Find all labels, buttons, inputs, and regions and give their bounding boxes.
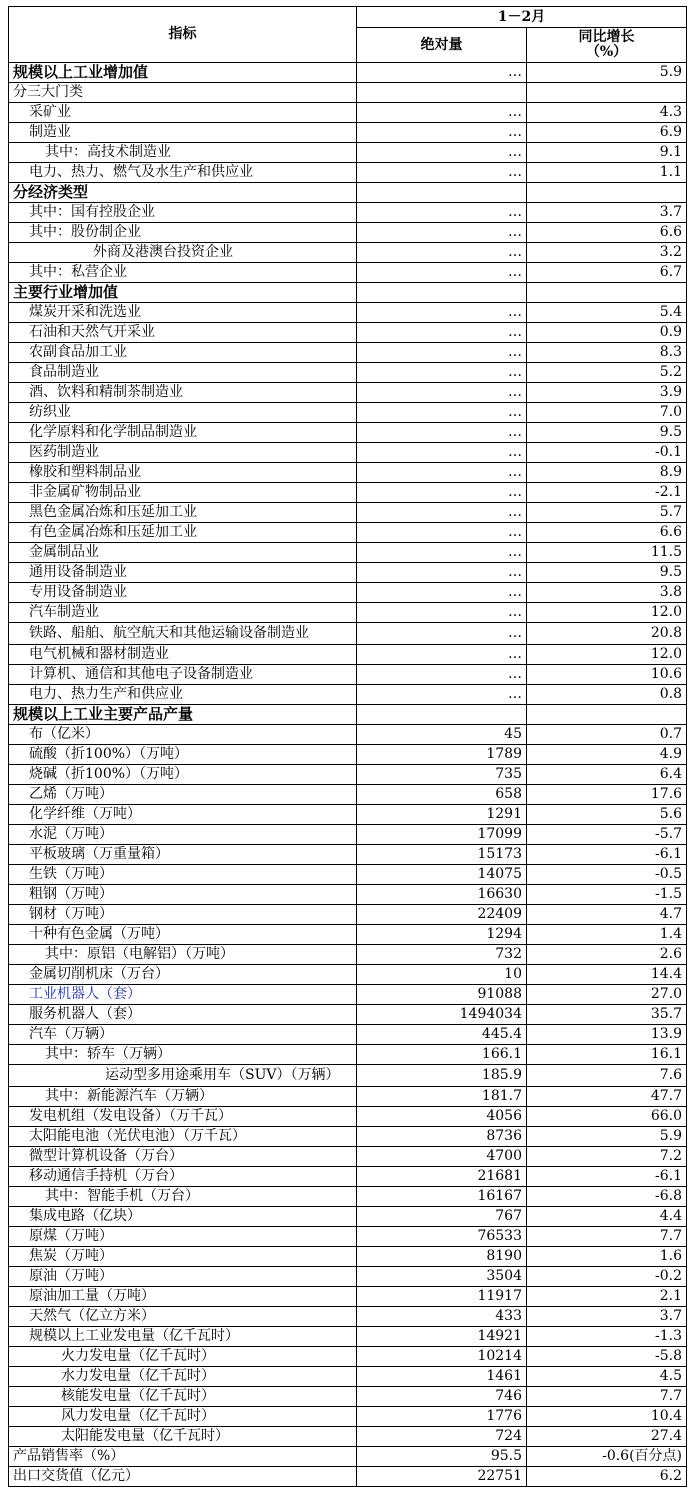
row-absolute: 17099 <box>357 825 527 845</box>
row-label: 金属切削机床（万台） <box>9 965 357 985</box>
table-row <box>9 483 687 503</box>
row-label: 医药制造业 <box>9 443 357 463</box>
row-yoy: -6.8 <box>527 1187 687 1207</box>
table-row <box>9 1427 687 1447</box>
header-yoy-line1: 同比增长 <box>578 29 635 45</box>
row-label: 烧碱（折100%）（万吨） <box>9 765 357 785</box>
row-label: 金属制品业 <box>9 543 357 563</box>
row-yoy: -0.1 <box>527 443 687 463</box>
row-label: 其中：高技术制造业 <box>9 143 357 163</box>
row-absolute: … <box>357 443 527 463</box>
row-label: 太阳能发电量（亿千瓦时） <box>9 1427 357 1447</box>
row-yoy <box>527 705 687 725</box>
table-row <box>9 603 687 623</box>
table-row <box>9 1227 687 1247</box>
row-label: 规模以上工业主要产品产量 <box>9 705 357 725</box>
row-absolute: 181.7 <box>357 1087 527 1107</box>
row-label: 火力发电量（亿千瓦时） <box>9 1347 357 1367</box>
table-row <box>9 1247 687 1267</box>
row-yoy: 10.4 <box>527 1407 687 1427</box>
table-row <box>9 463 687 483</box>
row-yoy: 10.6 <box>527 665 687 685</box>
table-row <box>9 523 687 543</box>
row-yoy: 3.7 <box>527 203 687 223</box>
row-label: 电气机械和器材制造业 <box>9 645 357 665</box>
row-absolute: 45 <box>357 725 527 745</box>
table-row <box>9 825 687 845</box>
row-label: 汽车（万辆） <box>9 1025 357 1045</box>
row-absolute: … <box>357 503 527 523</box>
row-absolute: 185.9 <box>357 1065 527 1087</box>
table-row <box>9 423 687 443</box>
row-label: 铁路、船舶、航空航天和其他运输设备制造业 <box>9 623 357 645</box>
row-yoy: -1.3 <box>527 1327 687 1347</box>
row-label: 外商及港澳台投资企业 <box>9 243 357 263</box>
row-yoy: 4.3 <box>527 103 687 123</box>
table-row <box>9 383 687 403</box>
table-row <box>9 283 687 303</box>
table-row <box>9 223 687 243</box>
row-absolute: 10 <box>357 965 527 985</box>
row-absolute: 767 <box>357 1207 527 1227</box>
row-yoy: 5.6 <box>527 805 687 825</box>
table-row <box>9 925 687 945</box>
row-label: 分经济类型 <box>9 183 357 203</box>
row-yoy: 5.9 <box>527 1127 687 1147</box>
row-yoy: 4.5 <box>527 1367 687 1387</box>
row-yoy: 14.4 <box>527 965 687 985</box>
table-row <box>9 1065 687 1087</box>
row-yoy: 6.7 <box>527 263 687 283</box>
row-label: 核能发电量（亿千瓦时） <box>9 1387 357 1407</box>
row-yoy: 1.4 <box>527 925 687 945</box>
row-absolute: 4056 <box>357 1107 527 1127</box>
row-label: 产品销售率（%） <box>9 1447 357 1467</box>
row-yoy: 6.4 <box>527 765 687 785</box>
row-label: 黑色金属冶炼和压延加工业 <box>9 503 357 523</box>
row-yoy: -6.1 <box>527 845 687 865</box>
row-yoy: 4.4 <box>527 1207 687 1227</box>
row-label: 平板玻璃（万重量箱） <box>9 845 357 865</box>
row-absolute: 3504 <box>357 1267 527 1287</box>
row-label: 移动通信手持机（万台） <box>9 1167 357 1187</box>
row-absolute: … <box>357 423 527 443</box>
row-yoy <box>527 183 687 203</box>
row-label: 规模以上工业发电量（亿千瓦时） <box>9 1327 357 1347</box>
row-label: 电力、热力、燃气及水生产和供应业 <box>9 163 357 183</box>
table-row <box>9 805 687 825</box>
row-label: 化学纤维（万吨） <box>9 805 357 825</box>
row-label: 食品制造业 <box>9 363 357 383</box>
row-absolute: … <box>357 583 527 603</box>
row-label: 纺织业 <box>9 403 357 423</box>
row-yoy: 5.2 <box>527 363 687 383</box>
table-row <box>9 583 687 603</box>
row-absolute: 1494034 <box>357 1005 527 1025</box>
row-absolute: … <box>357 203 527 223</box>
row-yoy: 7.6 <box>527 1065 687 1087</box>
table-row <box>9 1167 687 1187</box>
row-label: 运动型多用途乘用车（SUV）（万辆） <box>9 1065 357 1087</box>
row-yoy: 5.9 <box>527 63 687 83</box>
row-label: 风力发电量（亿千瓦时） <box>9 1407 357 1427</box>
row-label: 计算机、通信和其他电子设备制造业 <box>9 665 357 685</box>
table-row <box>9 1207 687 1227</box>
row-absolute: … <box>357 603 527 623</box>
row-absolute: 732 <box>357 945 527 965</box>
row-absolute: 166.1 <box>357 1045 527 1065</box>
table-row <box>9 1287 687 1307</box>
row-yoy: 11.5 <box>527 543 687 563</box>
row-label: 工业机器人（套） <box>9 985 357 1005</box>
row-yoy: 5.7 <box>527 503 687 523</box>
row-label: 主要行业增加值 <box>9 283 357 303</box>
row-absolute <box>357 183 527 203</box>
row-yoy <box>527 83 687 103</box>
row-label: 通用设备制造业 <box>9 563 357 583</box>
row-yoy: -2.1 <box>527 483 687 503</box>
table-row <box>9 1267 687 1287</box>
table-row <box>9 203 687 223</box>
row-label: 石油和天然气开采业 <box>9 323 357 343</box>
row-absolute: … <box>357 483 527 503</box>
row-yoy: 6.6 <box>527 223 687 243</box>
row-absolute: 10214 <box>357 1347 527 1367</box>
row-yoy: 2.1 <box>527 1287 687 1307</box>
row-yoy: 20.8 <box>527 623 687 645</box>
row-yoy: 17.6 <box>527 785 687 805</box>
row-label: 原油加工量（万吨） <box>9 1287 357 1307</box>
row-absolute: … <box>357 363 527 383</box>
table-row <box>9 1467 687 1487</box>
row-absolute: 95.5 <box>357 1447 527 1467</box>
table-row <box>9 1387 687 1407</box>
row-label: 煤炭开采和洗选业 <box>9 303 357 323</box>
table-row <box>9 263 687 283</box>
row-yoy: 27.0 <box>527 985 687 1005</box>
row-absolute: … <box>357 523 527 543</box>
table-row <box>9 1367 687 1387</box>
table-row <box>9 1107 687 1127</box>
row-label: 其中：智能手机（万台） <box>9 1187 357 1207</box>
row-label: 生铁（万吨） <box>9 865 357 885</box>
row-absolute: … <box>357 563 527 583</box>
row-absolute: … <box>357 463 527 483</box>
row-yoy: -6.1 <box>527 1167 687 1187</box>
row-yoy: -0.6(百分点) <box>527 1447 687 1467</box>
table-row <box>9 725 687 745</box>
table-row <box>9 243 687 263</box>
row-label: 太阳能电池（光伏电池）（万千瓦） <box>9 1127 357 1147</box>
row-absolute: … <box>357 623 527 645</box>
row-yoy: 1.1 <box>527 163 687 183</box>
table-row <box>9 1147 687 1167</box>
row-label: 采矿业 <box>9 103 357 123</box>
row-yoy: 5.4 <box>527 303 687 323</box>
row-absolute: 76533 <box>357 1227 527 1247</box>
row-label: 其中：私营企业 <box>9 263 357 283</box>
table-row <box>9 885 687 905</box>
table-row <box>9 1187 687 1207</box>
row-absolute: 16167 <box>357 1187 527 1207</box>
table-row <box>9 1127 687 1147</box>
row-yoy: 7.2 <box>527 1147 687 1167</box>
row-absolute: 4700 <box>357 1147 527 1167</box>
row-label: 十种有色金属（万吨） <box>9 925 357 945</box>
table-row <box>9 705 687 725</box>
row-label: 农副食品加工业 <box>9 343 357 363</box>
table-row <box>9 845 687 865</box>
row-yoy: 0.8 <box>527 685 687 705</box>
row-label: 其中：国有控股企业 <box>9 203 357 223</box>
row-absolute: 16630 <box>357 885 527 905</box>
row-yoy: -5.8 <box>527 1347 687 1367</box>
row-label: 非金属矿物制品业 <box>9 483 357 503</box>
row-label: 制造业 <box>9 123 357 143</box>
table-row <box>9 143 687 163</box>
row-absolute: 735 <box>357 765 527 785</box>
table-row <box>9 63 687 83</box>
row-absolute <box>357 705 527 725</box>
row-label: 硫酸（折100%）（万吨） <box>9 745 357 765</box>
row-yoy: 12.0 <box>527 603 687 623</box>
row-yoy: 27.4 <box>527 1427 687 1447</box>
row-yoy: 3.9 <box>527 383 687 403</box>
header-yoy-line2: （%） <box>585 44 628 60</box>
row-label: 其中：新能源汽车（万辆） <box>9 1087 357 1107</box>
table-row <box>9 443 687 463</box>
table-row <box>9 1327 687 1347</box>
table-row <box>9 1025 687 1045</box>
table-row <box>9 183 687 203</box>
table-body <box>9 63 687 1487</box>
row-yoy: 66.0 <box>527 1107 687 1127</box>
row-absolute: 445.4 <box>357 1025 527 1045</box>
table-row <box>9 765 687 785</box>
row-absolute: 15173 <box>357 845 527 865</box>
row-yoy: 7.0 <box>527 403 687 423</box>
row-yoy: 6.2 <box>527 1467 687 1487</box>
row-yoy: -0.2 <box>527 1267 687 1287</box>
row-label: 焦炭（万吨） <box>9 1247 357 1267</box>
row-absolute: 14921 <box>357 1327 527 1347</box>
row-label: 出口交货值（亿元） <box>9 1467 357 1487</box>
row-yoy: 3.2 <box>527 243 687 263</box>
row-absolute: 21681 <box>357 1167 527 1187</box>
table-row <box>9 645 687 665</box>
row-absolute: … <box>357 323 527 343</box>
row-label: 电力、热力生产和供应业 <box>9 685 357 705</box>
row-label: 布（亿米） <box>9 725 357 745</box>
table-row <box>9 1447 687 1467</box>
row-label: 汽车制造业 <box>9 603 357 623</box>
row-yoy: 6.6 <box>527 523 687 543</box>
row-absolute: 433 <box>357 1307 527 1327</box>
table-row <box>9 865 687 885</box>
row-yoy: 13.9 <box>527 1025 687 1045</box>
row-yoy: 8.9 <box>527 463 687 483</box>
row-absolute: 14075 <box>357 865 527 885</box>
row-yoy: 2.6 <box>527 945 687 965</box>
header-period: 1－2月 <box>357 7 687 28</box>
row-absolute: … <box>357 665 527 685</box>
row-absolute <box>357 83 527 103</box>
row-yoy: -5.7 <box>527 825 687 845</box>
row-label: 原油（万吨） <box>9 1267 357 1287</box>
table-row <box>9 1045 687 1065</box>
row-yoy: 35.7 <box>527 1005 687 1025</box>
table-row <box>9 685 687 705</box>
table-row <box>9 905 687 925</box>
table-row <box>9 163 687 183</box>
row-absolute: … <box>357 403 527 423</box>
row-absolute: 1294 <box>357 925 527 945</box>
row-yoy: -1.5 <box>527 885 687 905</box>
row-label: 发电机组（发电设备）（万千瓦） <box>9 1107 357 1127</box>
row-yoy: 4.7 <box>527 905 687 925</box>
row-absolute: 724 <box>357 1427 527 1447</box>
row-yoy: 9.5 <box>527 423 687 443</box>
table-row <box>9 303 687 323</box>
header-absolute: 绝对量 <box>357 28 527 63</box>
row-absolute: … <box>357 103 527 123</box>
table-row <box>9 323 687 343</box>
row-yoy: 12.0 <box>527 645 687 665</box>
row-label: 其中：股份制企业 <box>9 223 357 243</box>
table-row <box>9 1005 687 1025</box>
row-label: 分三大门类 <box>9 83 357 103</box>
row-label: 集成电路（亿块） <box>9 1207 357 1227</box>
row-absolute: … <box>357 343 527 363</box>
row-absolute: 22751 <box>357 1467 527 1487</box>
row-label: 专用设备制造业 <box>9 583 357 603</box>
table-row <box>9 965 687 985</box>
row-label: 钢材（万吨） <box>9 905 357 925</box>
table-row <box>9 363 687 383</box>
row-yoy: 4.9 <box>527 745 687 765</box>
row-label: 其中：轿车（万辆） <box>9 1045 357 1065</box>
row-absolute: 91088 <box>357 985 527 1005</box>
row-yoy: 0.7 <box>527 725 687 745</box>
row-yoy: 7.7 <box>527 1387 687 1407</box>
row-absolute: … <box>357 303 527 323</box>
row-label: 乙烯（万吨） <box>9 785 357 805</box>
row-absolute: … <box>357 645 527 665</box>
table-row <box>9 1087 687 1107</box>
row-yoy: -0.5 <box>527 865 687 885</box>
header-yoy <box>527 28 687 63</box>
row-yoy <box>527 283 687 303</box>
row-absolute: … <box>357 163 527 183</box>
row-yoy: 8.3 <box>527 343 687 363</box>
row-label: 水力发电量（亿千瓦时） <box>9 1367 357 1387</box>
table-row <box>9 123 687 143</box>
row-absolute: 746 <box>357 1387 527 1407</box>
row-absolute: 1776 <box>357 1407 527 1427</box>
row-label: 化学原料和化学制品制造业 <box>9 423 357 443</box>
table-row <box>9 343 687 363</box>
table-row <box>9 1407 687 1427</box>
row-absolute: 1291 <box>357 805 527 825</box>
row-yoy: 9.1 <box>527 143 687 163</box>
table-row <box>9 103 687 123</box>
table-row <box>9 1347 687 1367</box>
row-label: 橡胶和塑料制品业 <box>9 463 357 483</box>
row-label: 有色金属冶炼和压延加工业 <box>9 523 357 543</box>
row-absolute: 1789 <box>357 745 527 765</box>
row-absolute: 8736 <box>357 1127 527 1147</box>
row-label: 水泥（万吨） <box>9 825 357 845</box>
row-absolute: … <box>357 685 527 705</box>
table-row <box>9 623 687 645</box>
row-label: 服务机器人（套） <box>9 1005 357 1025</box>
table-row <box>9 1307 687 1327</box>
row-label: 原煤（万吨） <box>9 1227 357 1247</box>
row-yoy: 3.8 <box>527 583 687 603</box>
row-yoy: 7.7 <box>527 1227 687 1247</box>
header-row-1 <box>9 7 687 28</box>
table-row <box>9 985 687 1005</box>
row-yoy: 0.9 <box>527 323 687 343</box>
row-absolute: 1461 <box>357 1367 527 1387</box>
table-row <box>9 563 687 583</box>
table-row <box>9 503 687 523</box>
row-label: 酒、饮料和精制茶制造业 <box>9 383 357 403</box>
table-row <box>9 403 687 423</box>
row-yoy: 3.7 <box>527 1307 687 1327</box>
row-yoy: 1.6 <box>527 1247 687 1267</box>
statistics-table <box>8 6 687 1487</box>
table-row <box>9 785 687 805</box>
row-yoy: 47.7 <box>527 1087 687 1107</box>
table-row <box>9 745 687 765</box>
header-indicator: 指标 <box>9 7 357 63</box>
table-row <box>9 543 687 563</box>
row-yoy: 6.9 <box>527 123 687 143</box>
row-label: 规模以上工业增加值 <box>9 63 357 83</box>
row-absolute: 8190 <box>357 1247 527 1267</box>
row-absolute: … <box>357 223 527 243</box>
row-yoy: 9.5 <box>527 563 687 583</box>
row-absolute: … <box>357 143 527 163</box>
row-absolute: … <box>357 243 527 263</box>
row-yoy: 16.1 <box>527 1045 687 1065</box>
row-absolute: … <box>357 543 527 563</box>
row-absolute: … <box>357 63 527 83</box>
table-row <box>9 945 687 965</box>
row-absolute: 22409 <box>357 905 527 925</box>
row-absolute: … <box>357 263 527 283</box>
row-label: 其中：原铝（电解铝）（万吨） <box>9 945 357 965</box>
row-label: 粗钢（万吨） <box>9 885 357 905</box>
row-absolute: 658 <box>357 785 527 805</box>
row-label: 天然气（亿立方米） <box>9 1307 357 1327</box>
row-absolute: … <box>357 123 527 143</box>
row-absolute <box>357 283 527 303</box>
row-label: 微型计算机设备（万台） <box>9 1147 357 1167</box>
table-row <box>9 83 687 103</box>
row-absolute: 11917 <box>357 1287 527 1307</box>
table-row <box>9 665 687 685</box>
row-absolute: … <box>357 383 527 403</box>
